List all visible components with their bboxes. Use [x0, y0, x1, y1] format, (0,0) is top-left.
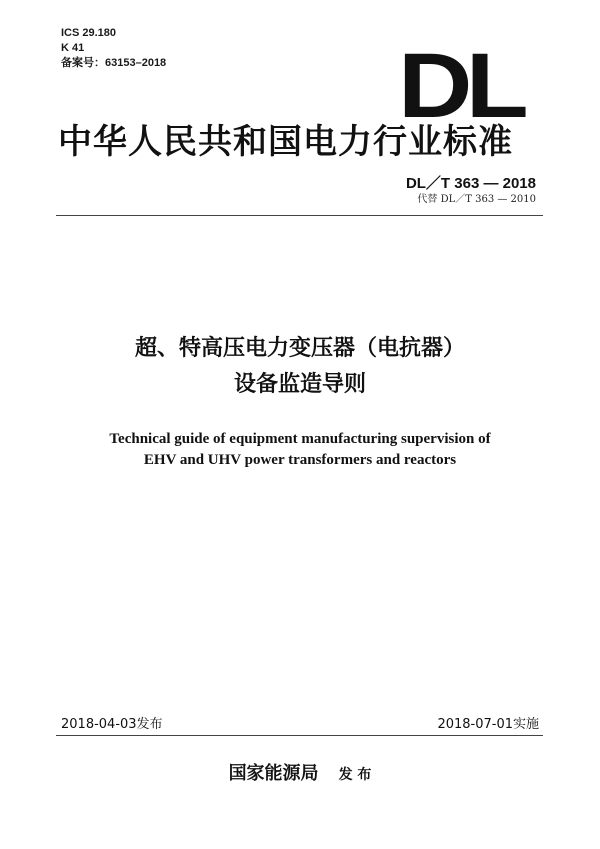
standard-code: DL／T 363 — 2018	[405, 175, 536, 192]
implementation-date: 2018-07-01实施	[437, 717, 539, 732]
classification-block	[61, 26, 166, 71]
bottom-divider	[56, 735, 543, 736]
issue-date: 2018-04-03发布	[61, 717, 163, 732]
industry-standard-title: 中华人民共和国电力行业标准	[58, 122, 513, 162]
document-title-en-line1: Technical guide of equipment manufacturing supervision of	[109, 431, 491, 447]
class-code: K 41	[61, 42, 85, 54]
document-title-cn-line2: 设备监造导则	[233, 372, 366, 397]
replaced-standard-code: 代替 DL／T 363 — 2010	[417, 194, 536, 205]
publisher-line	[0, 761, 600, 788]
ics-code: ICS 29.180	[61, 27, 117, 39]
top-divider	[56, 215, 543, 216]
dl-logo: DL	[398, 35, 522, 137]
document-title-cn-line1: 超、特高压电力变压器（电抗器）	[134, 336, 465, 361]
record-number: 备案号：63153–2018	[61, 57, 167, 69]
issued-label: 发 布	[338, 767, 372, 783]
publisher-name: 国家能源局	[228, 763, 319, 784]
document-title-en-line2: EHV and UHV power transformers and reactors	[143, 452, 457, 468]
